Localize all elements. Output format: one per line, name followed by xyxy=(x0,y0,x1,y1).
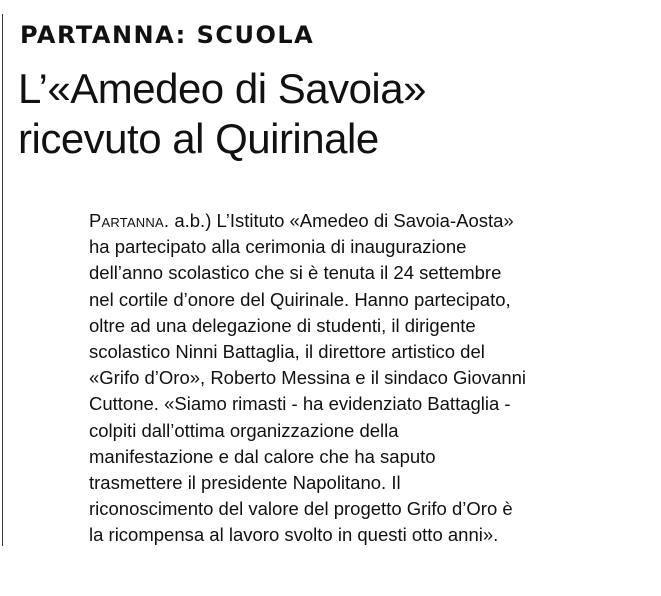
body-line xyxy=(89,208,609,234)
body-line: ha partecipato alla cerimonia di inaugurazione xyxy=(89,236,467,258)
article-headline xyxy=(18,64,426,164)
article-kicker: PARTANNA: SCUOLA xyxy=(20,21,315,49)
article-body xyxy=(89,208,609,549)
body-line: manifestazione e dal calore che ha saputo xyxy=(89,445,436,467)
headline-line-2: ricevuto al Quirinale xyxy=(18,115,379,162)
body-line: trasmettere il presidente Napolitano. Il xyxy=(89,472,401,494)
body-line: la ricompensa al lavoro svolto in questi otto anni». xyxy=(89,524,499,546)
headline-line-1: L’«Amedeo di Savoia» xyxy=(18,65,426,112)
body-line: scolastico Ninni Battaglia, il direttore artistico del xyxy=(89,341,485,363)
body-line: nel cortile d’onore del Quirinale. Hanno partecipato, xyxy=(89,288,511,310)
body-line-text: a.b.) L’Istituto «Amedeo di Savoia-Aosta» xyxy=(169,210,514,231)
body-line: «Grifo d’Oro», Roberto Messina e il sindaco Giovanni xyxy=(89,367,527,389)
body-line: dell’anno scolastico che si è tenuta il 24 settembre xyxy=(89,262,502,284)
body-line: colpiti dall’ottima organizzazione della xyxy=(89,419,399,441)
body-line: riconoscimento del valore del progetto Grifo d’Oro è xyxy=(89,498,513,520)
dateline: Partanna. xyxy=(89,210,170,231)
column-rule xyxy=(2,14,3,546)
body-line: oltre ad una delegazione di studenti, il dirigente xyxy=(89,314,476,336)
body-line: Cuttone. «Siamo rimasti - ha evidenziato Battaglia - xyxy=(89,393,511,415)
